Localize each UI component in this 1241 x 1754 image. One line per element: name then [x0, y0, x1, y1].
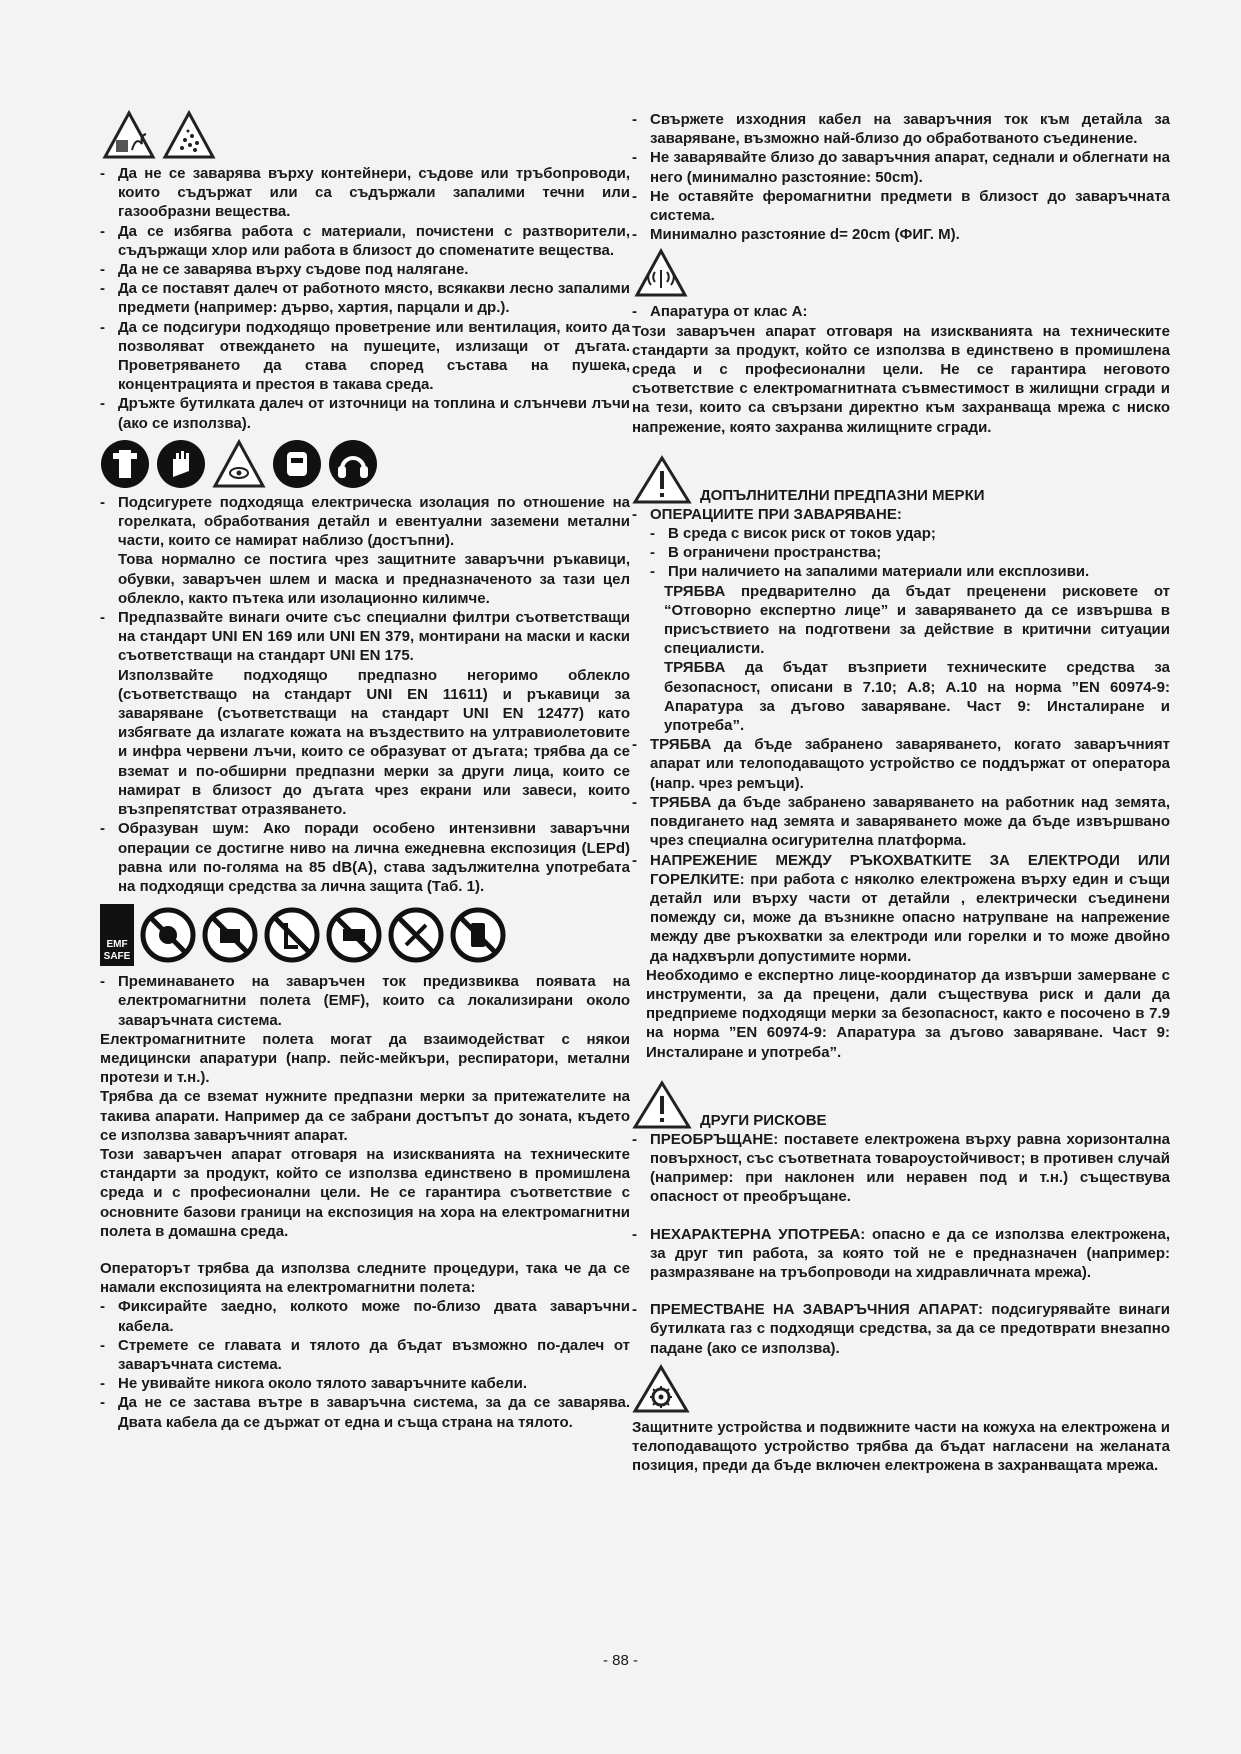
flammable-container-warning-icon [102, 110, 156, 160]
protective-suit-icon [100, 439, 150, 489]
procedure-item-2: - Стремете се главата и тялото да бъдат възможно по-далеч от заваръчната система. [100, 1336, 630, 1374]
must-item-1: - ТРЯБВА да бъде забранено заваряването, когато заваръчният апарат или телоподаващото устройство се поддържат от оператора (напр. чрез ремъци). [632, 735, 1170, 793]
right-item-1: - Свържете изходния кабел на заваръчния ток към детайла за заваряване, възможно най-близо до обработваното съединение. [632, 110, 1170, 148]
ops-item-1: - В среда с висок риск от токов удар; [632, 524, 1170, 543]
no-metal-tools-icon [388, 907, 444, 963]
voltage-item: - НАПРЕЖЕНИЕ МЕЖДУ РЪКОХВАТКИТЕ ЗА ЕЛЕКТРОДИ ИЛИ ГОРЕЛКИТЕ: при работа с няколко електрожена върху един и същи детайл или върху части от детайли , електрически съединени помежду си, може да възникне опасно натрупване на напрежение между две ръкохватки за електроди или горелки и то може двойно да надхвърли допустимите норми. [632, 851, 1170, 966]
ops-risk-text: ТРЯБВА предварително да бъдат преценени рисковете от “Отговорно експертно лице” и заваряването да се извършва в присъствието на подготвени за действие в критични ситуации специалисти. [664, 582, 1170, 658]
insulation-item: - Подсигурете подходяща електрическа изолация по отношение на горелката, обработвания детайл и евентуални заземени метални части, които се намират наблизо (достъпни). [100, 493, 630, 551]
no-watch-icon [326, 907, 382, 963]
warning-triangle-icon [632, 455, 692, 505]
right-item-4: - Минимално разстояние d= 20cm (ФИГ. M). [632, 225, 1170, 244]
emf-medical-text: Електромагнитните полета могат да взаимодействат с някои медицински апаратури (напр. пейс-мейкъри, респиратори, метални протези и т.н.). [100, 1030, 630, 1087]
guards-text: Защитните устройства и подвижните части на кожуха на електрожена и телоподаващото устройство трябва да бъдат нагласени на желаната позиция, преди да бъде включен електрожена в захранващата мрежа. [632, 1418, 1170, 1475]
extra-measures-heading-row [632, 455, 1170, 505]
eye-hazard-icon [212, 439, 266, 489]
ppe-icons [100, 439, 630, 489]
emf-item: - Преминаването на заваръчен ток предизвиква появата на електромагнитни полета (EMF), които са локализирани около заваръчната система. [100, 972, 630, 1030]
extra-measures-heading: ДОПЪЛНИТЕЛНИ ПРЕДПАЗНИ МЕРКИ [700, 486, 985, 504]
procedure-item-3: - Не увивайте никога около тялото заваръчните кабели. [100, 1374, 630, 1393]
voltage-note: Необходимо е експертно лице-координатор да извърши замерване с инструменти, за да прецени, дали съществува риск и дали да предприеме подходящи мерки за безопасност, както е посочено в 7.9 на норма ”EN 60974-9: Апаратура за дъгово заваряване. Част 9: Инсталиране и употреба”. [646, 966, 1170, 1061]
clothing-note: Използвайте подходящо предпазно негоримо облекло (съответстващо на стандарт UNI EN 11611) и ръкавици за заваряване (съответстващи на стандарт UNI EN 12477) като избягвате да излагате кожата на въздествито на ултравиолетовите и инфра червени лъчи, които се образуват от дъгата; трябва да се вземат и по-обширни предпазни мерки за други лица, които се намират в близост до дъгата чрез екрани или завеси, които възпрепятстват отразяването. [118, 666, 630, 819]
procedure-item-4: - Да не се застава вътре в заваръчна система, за да се заварява. Двата кабела да се държат от една и съща страна на тялото. [100, 1393, 630, 1431]
welding-helmet-icon [272, 439, 322, 489]
noise-item: - Образуван шум: Ако поради особено интензивни заваръчни операции се достигне ниво на лична ежедневна експозиция (LEPd) равна или по-голяма на 85 dB(A), става задължителна употребата на подходящи средства за лична защита (Таб. 1). [100, 819, 630, 896]
gloves-icon [156, 439, 206, 489]
misuse-item: - НЕХАРАКТЕРНА УПОТРЕБА: опасно е да се използва електрожена, за друг тип работа, за която той не е предназначен (например: размразяване на тръбопроводи на хидравличната мрежа). [632, 1225, 1170, 1283]
emf-icons [100, 904, 630, 966]
emf-logo-text-bottom: SAFE [103, 951, 131, 963]
ops-item-2: - В ограничени пространства; [632, 543, 1170, 562]
page-number: - 88 - [602, 1652, 638, 1669]
left-item-1: - Да не се заварява върху контейнери, съдове или тръбопроводи, които съдържат или са съдържали запалими течни или газообразни вещества. [100, 164, 630, 222]
left-item-3: - Да не се заварява върху съдове под налягане. [100, 260, 630, 279]
right-item-3: - Не оставяйте феромагнитни предмети в близост до заваръчната система. [632, 187, 1170, 225]
insulation-note: Това нормално се постига чрез защитните заваръчни ръкавици, обувки, заваръчен шлем и маска и предназначеното за тази цел облекло, както пътека или изолационно килимче. [118, 551, 630, 607]
sparks-warning-icon [162, 110, 216, 160]
operator-procedures-intro: Операторът трябва да използва следните процедури, така че да се намали експозицията на електромагнитни полета: [100, 1259, 630, 1297]
no-implant-icon [202, 907, 258, 963]
no-pacemaker-icon [140, 907, 196, 963]
left-item-2: - Да се избягва работа с материали, почистени с разтворители, съдържащи хлор или работа в близост до споменатите вещества. [100, 222, 630, 260]
right-item-2: - Не заварявайте близо до заваръчния апарат, седнали и облегнати на него (минимално разстояние: 50cm). [632, 148, 1170, 186]
emf-logo-text-top: EMF [106, 939, 128, 951]
left-item-6: - Дръжте бутилката далеч от източници на топлина и слънчеви лъчи (ако се използва). [100, 394, 630, 432]
left-item-5: - Да се подсигури подходящо проветрение или вентилация, които да позволяват отвеждането на пушеците, излизащи от дъгата. Проветряването да става според състава на пушека, концентрацията и престоя в такава среда. [100, 318, 630, 395]
other-risks-heading-row [632, 1080, 1170, 1130]
class-a-text: Този заваръчен апарат отговаря на изискванията на техническите стандарти за продукт, който се използва в единствено в промишлена среда и с професионални цели. Не се гарантира неговото съответствие с електромагнитната съвместимост в жилищни сгради и на тези, които са свързани директно към захранваща мрежа с ниско напрежение, която захранва жилищните сгради. [632, 322, 1170, 436]
tip-over-item: - ПРЕОБРЪЩАНЕ: поставете електрожена върху равна хоризонтална повърхност, със съответната товароустойчивост; в противен случай (например: при наклонен или неравен под и т.н.) съществува опасност от преобръщане. [632, 1130, 1170, 1207]
emf-standards-text: Този заваръчен апарат отговаря на изискванията на техническите стандарти за продукт, който се използва единствено в промишлена среда и с професионални цели. Не се гарантира съответствие с основните базови граници на експозиция на хора на електромагнитни полета в домашна среда. [100, 1145, 630, 1240]
fire-hazard-icons [102, 110, 630, 160]
moving-parts-warning-icon [632, 1364, 690, 1414]
must-item-2: - ТРЯБВА да бъде забранено заваряването на работник над земята, повдигането над земята и заваряването може да бъде извършвано чрез специална осигурителна платформа. [632, 793, 1170, 851]
left-column [100, 110, 630, 1432]
eye-protection-item: - Предпазвайте винаги очите със специални филтри съответстващи на стандарт UNI EN 169 или UNI EN 379, монтирани на маски и каски съответстващи на стандарт UNI EN 175. [100, 608, 630, 666]
ops-safety-text: ТРЯБВА да бъдат възприети техническите средства за безопасност, описани в 7.10; А.8; А.10 на норма ”EN 60974-9: Апаратура за дъгово заваряване. Част 9: Инсталиране и употреба”. [664, 659, 1170, 735]
other-risks-heading: ДРУГИ РИСКОВЕ [700, 1111, 827, 1129]
non-ionizing-radiation-icon [634, 248, 688, 298]
right-column [632, 110, 1170, 1475]
no-electronic-devices-icon [450, 907, 506, 963]
no-metal-prosthesis-icon [264, 907, 320, 963]
ops-item-3: - При наличието на запалими материали или експлозиви. [632, 562, 1170, 581]
welding-operations-heading: - ОПЕРАЦИИТЕ ПРИ ЗАВАРЯВАНЕ: [632, 505, 1170, 524]
procedure-item-1: - Фиксирайте заедно, колкото може по-близо двата заваръчни кабела. [100, 1297, 630, 1335]
ear-protection-icon [328, 439, 378, 489]
warning-triangle-icon-2 [632, 1080, 692, 1130]
left-item-4: - Да се поставят далеч от работното място, всякакви лесно запалими предмети (например: дърво, хартия, парцали и др.). [100, 279, 630, 317]
class-a-heading: - Апаратура от клас А: [632, 302, 1170, 321]
moving-item: - ПРЕМЕСТВАНЕ НА ЗАВАРЪЧНИЯ АПАРАТ: подсигурявайте винаги бутилката газ с подходящи средства, за да се предотврати внезапно падане (ако се използва). [632, 1300, 1170, 1358]
emf-precautions-text: Трябва да се вземат нужните предпазни мерки за притежателите на такива апарати. Например да се забрани достъпът до зоната, където се използва заваръчният апарат. [100, 1088, 630, 1144]
emf-safe-logo [100, 904, 134, 966]
